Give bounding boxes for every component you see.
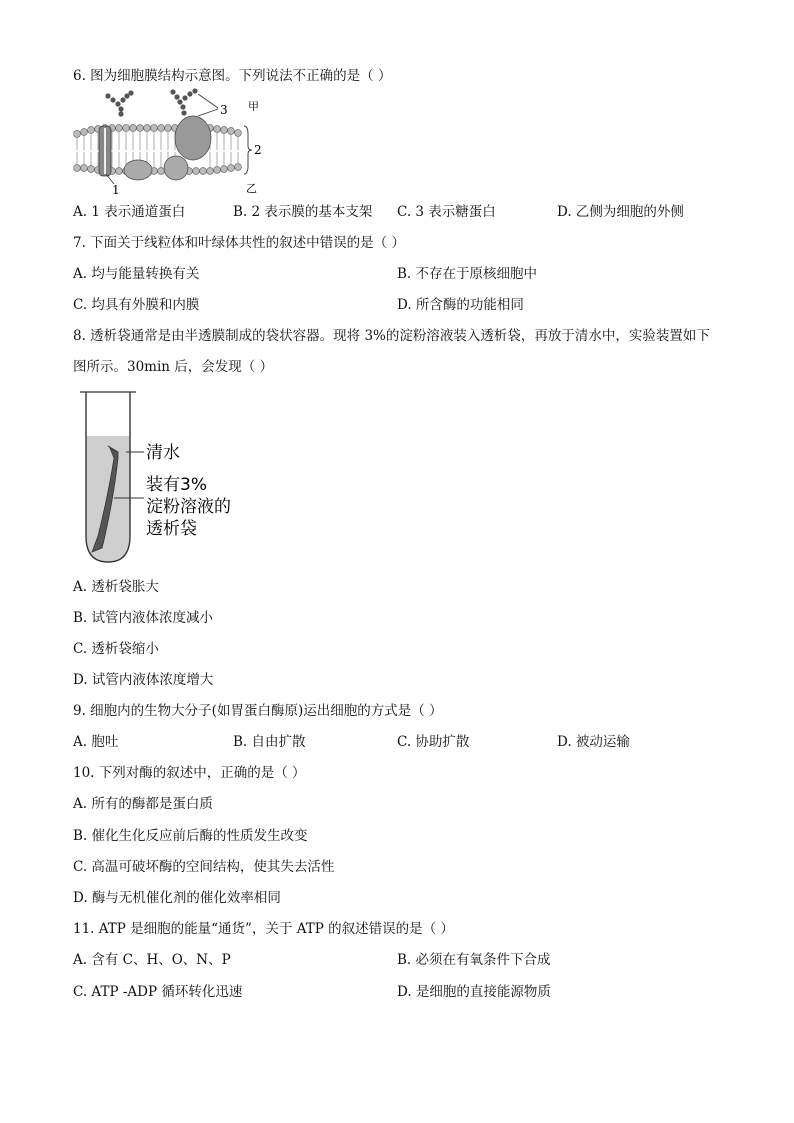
glycoprotein-chain-left [105,90,133,116]
q6-stem: 6. 图为细胞膜结构示意图。下列说法不正确的是（ ） [73,68,392,84]
q10-option-c: C. 高温可破坏酶的空间结构，使其失去活性 [73,859,335,875]
q11-option-a: A. 含有 C、H、O、N、P [73,952,231,968]
q10-option-d: D. 酶与无机催化剂的催化效率相同 [73,890,281,906]
q6-option-a: A. 1 表示通道蛋白 [73,204,186,220]
q8-option-c: C. 透析袋缩小 [73,641,159,657]
dialysis-tube-figure [80,386,260,568]
q7-option-d: D. 所含酶的功能相同 [397,297,524,313]
label-water: 清水 [146,443,180,463]
q11-option-b: B. 必须在有氧条件下合成 [397,952,551,968]
label-bag-line2: 淀粉溶液的 [146,497,231,517]
q8-option-d: D. 试管内液体浓度增大 [73,672,214,688]
q7-option-b: B. 不存在于原核细胞中 [397,266,538,282]
q10-option-b: B. 催化生化反应前后酶的性质发生改变 [73,828,308,844]
q8-option-b: B. 试管内液体浓度减小 [73,610,214,626]
q8-stem-line2: 图所示。30min 后，会发现（ ） [73,359,274,375]
q11-stem: 11. ATP 是细胞的能量“通货”，关于 ATP 的叙述错误的是（ ） [73,921,454,937]
peripheral-protein [164,156,188,180]
q6-option-c: C. 3 表示糖蛋白 [397,204,496,220]
q10-option-a: A. 所有的酶都是蛋白质 [73,796,213,812]
label-1: 1 [112,183,120,196]
label-2: 2 [254,143,262,157]
label-jia: 甲 [248,100,259,113]
q9-option-b: B. 自由扩散 [233,734,306,750]
q6-option-b: B. 2 表示膜的基本支架 [233,204,373,220]
label-yi: 乙 [246,182,257,195]
cell-membrane-figure [70,88,270,196]
q7-option-c: C. 均具有外膜和内膜 [73,297,200,313]
q9-stem: 9. 细胞内的生物大分子(如胃蛋白酶原)运出细胞的方式是（ ） [73,703,443,719]
q9-option-d: D. 被动运输 [557,734,630,750]
q10-stem: 10. 下列对酶的叙述中，正确的是（ ） [73,765,306,781]
glycoprotein-body [175,116,211,160]
q7-option-a: A. 均与能量转换有关 [73,266,200,282]
q11-option-c: C. ATP -ADP 循环转化迅速 [73,984,243,1000]
label-bag-line1: 装有3% [146,475,207,495]
glycoprotein-chain-right [170,88,197,115]
q11-option-d: D. 是细胞的直接能源物质 [397,984,551,1000]
q8-stem-line1: 8. 透析袋通常是由半透膜制成的袋状容器。现将 3%的淀粉溶液装入透析袋，再放于清水中，实验装置如下 [73,328,710,344]
q9-option-a: A. 胞吐 [73,734,119,750]
q7-stem: 7. 下面关于线粒体和叶绿体共性的叙述中错误的是（ ） [73,235,405,251]
q8-option-a: A. 透析袋胀大 [73,579,159,595]
q9-option-c: C. 协助扩散 [397,734,470,750]
q6-option-d: D. 乙侧为细胞的外侧 [557,204,684,220]
label-bag-line3: 透析袋 [146,519,197,539]
label-3: 3 [220,103,228,117]
